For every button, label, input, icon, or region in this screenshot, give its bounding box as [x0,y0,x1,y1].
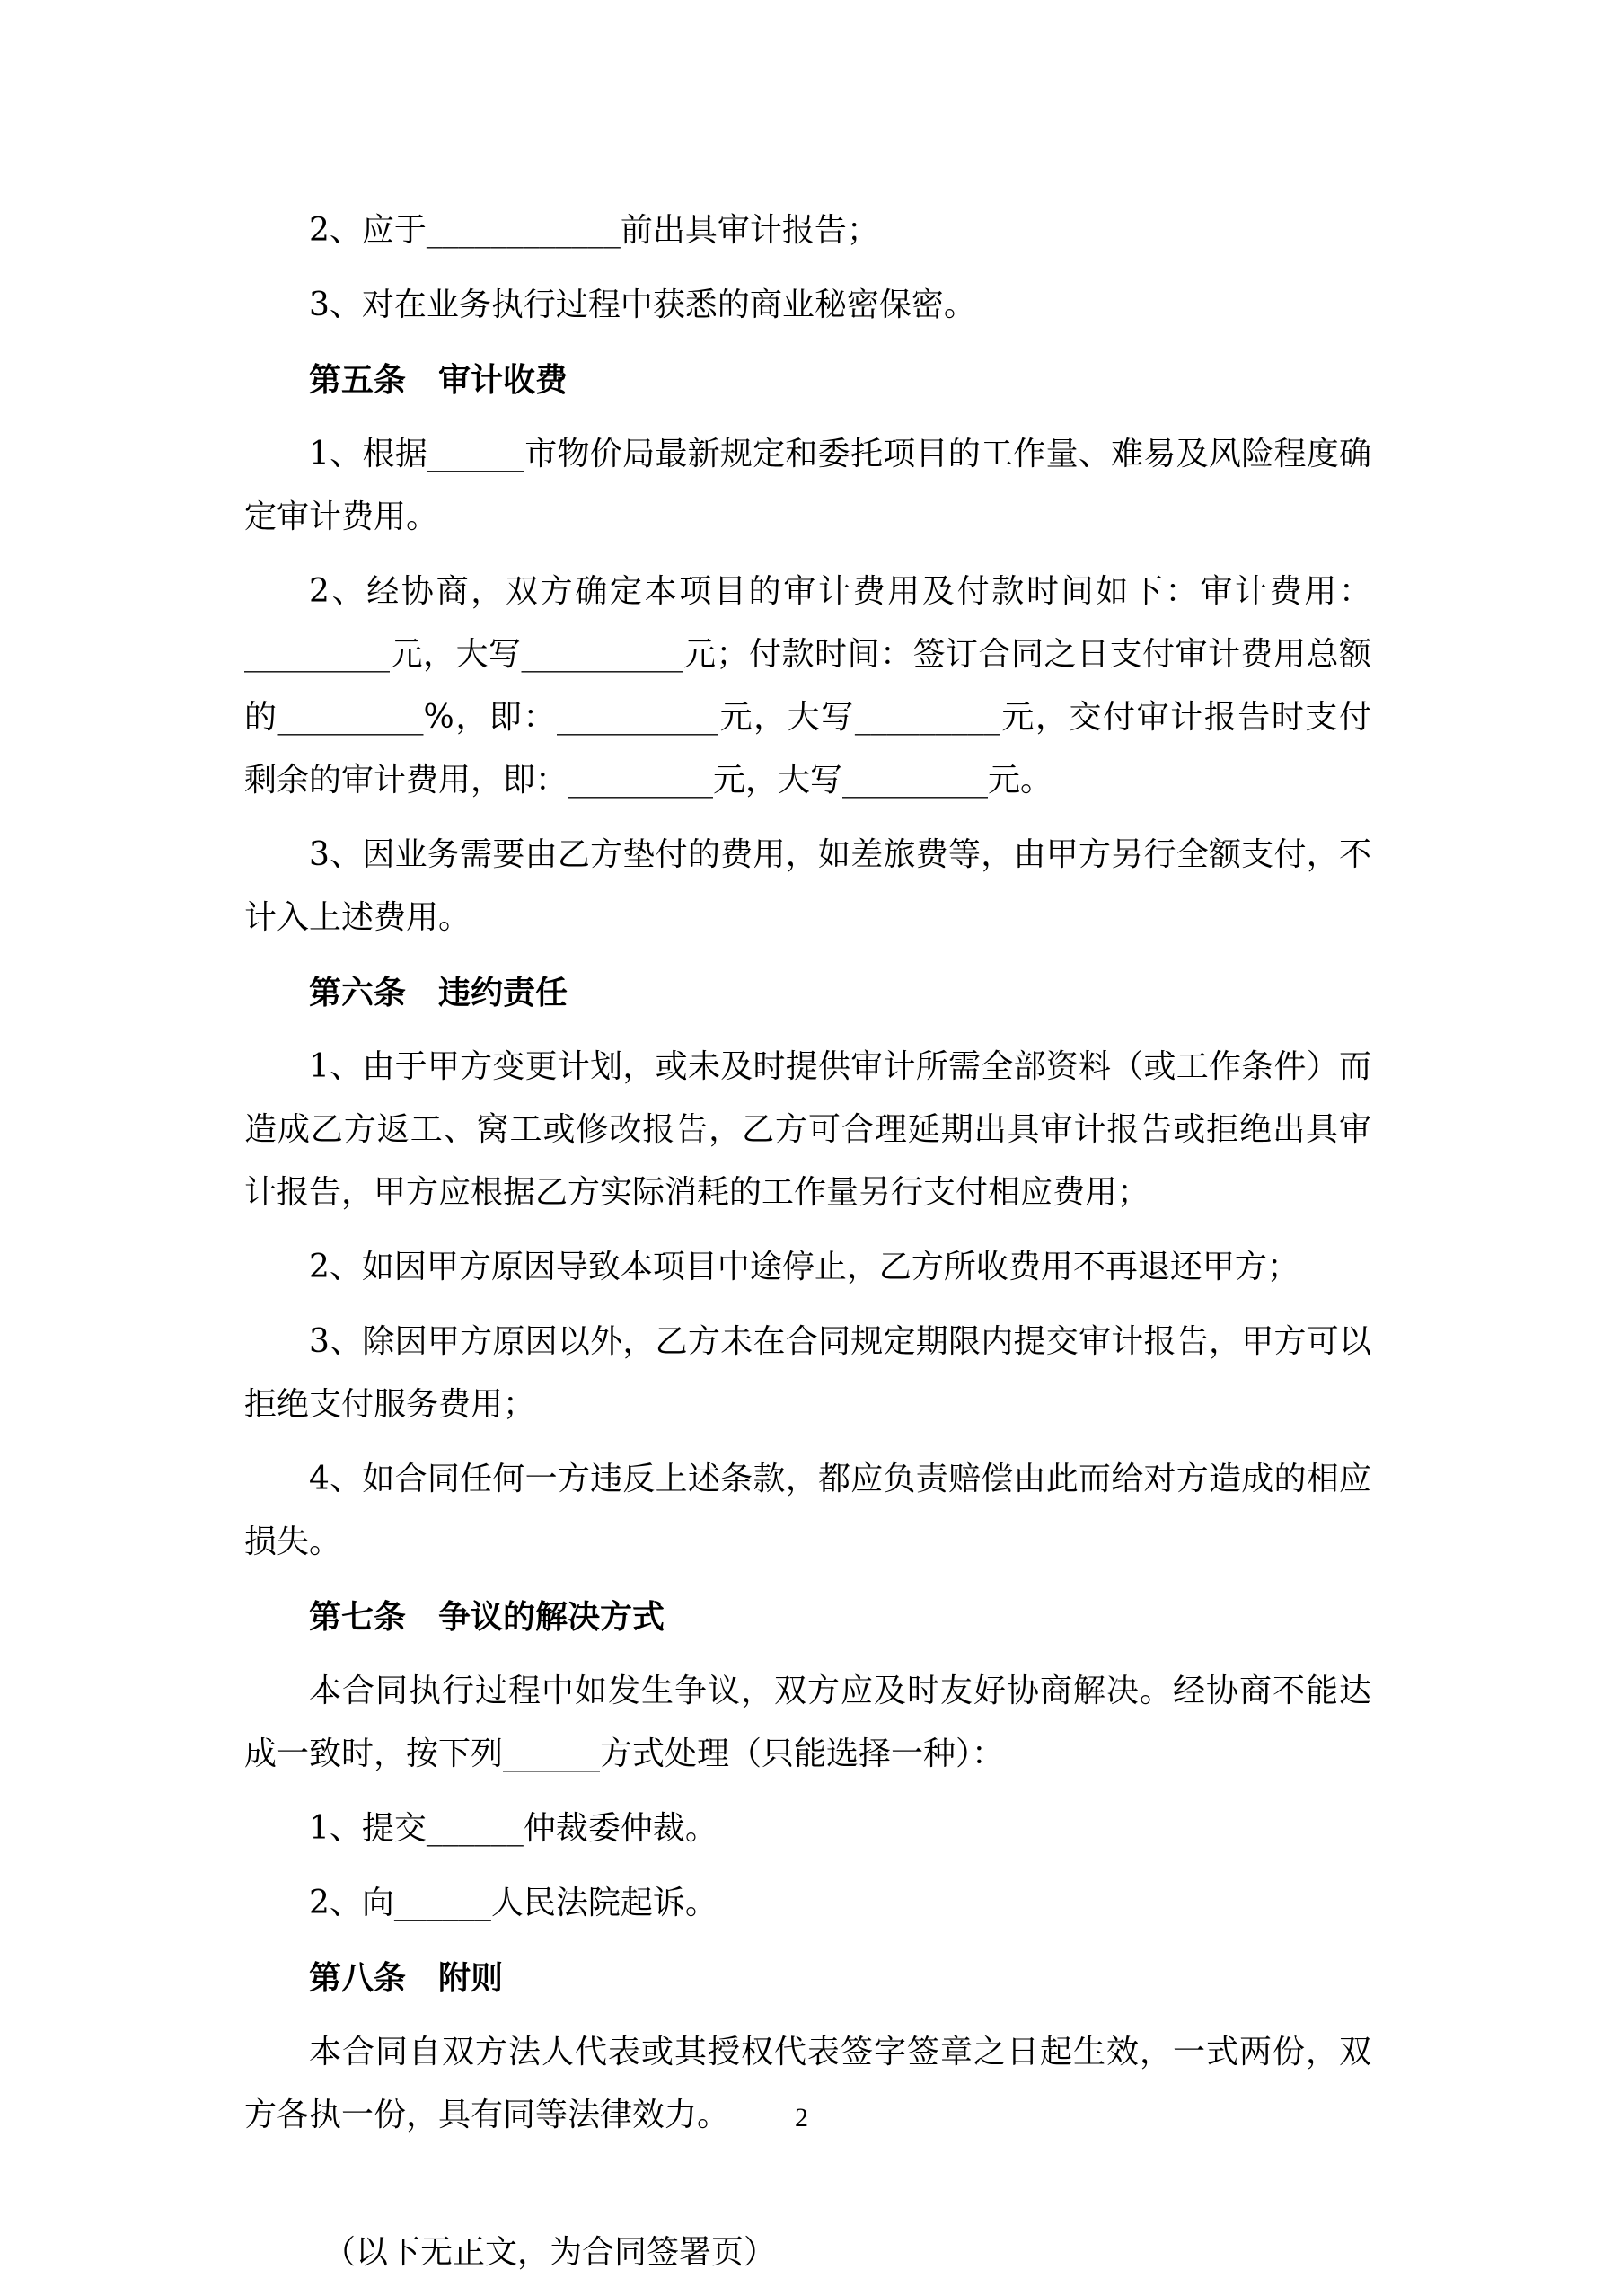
clause-5-item-3: 3、因业务需要由乙方垫付的费用，如差旅费等，由甲方另行全额支付，不计入上述费用。 [244,836,1371,936]
clause-7-intro: 本合同执行过程中如发生争议，双方应及时友好协商解决。经协商不能达成一致时，按下列______方式处理（只能选择一种）： [244,1673,1371,1772]
clause-6-item-3: 3、除因甲方原因以外，乙方未在合同规定期限内提交审计报告，甲方可以拒绝支付服务费用； [244,1323,1371,1423]
clause-6-item-4: 4、如合同任何一方违反上述条款，都应负责赔偿由此而给对方造成的相应损失。 [244,1461,1371,1560]
clause-7-item-2: 2、向______人民法院起诉。 [309,1885,718,1921]
clause-8-heading: 第八条 附则 [309,1959,504,1997]
clause-6-item-2: 2、如因甲方原因导致本项目中途停止，乙方所收费用不再退还甲方； [309,1249,1299,1285]
clause-4-item-2: 2、应于____________前出具审计报告； [309,212,879,249]
clause-7-item-1: 1、提交______仲裁委仲裁。 [309,1810,718,1847]
clause-6-item-1: 1、由于甲方变更计划，或未及时提供审计所需全部资料（或工作条件）而造成乙方返工、窝工或修改报告，乙方可合理延期出具审计报告或拒绝出具审计报告，甲方应根据乙方实际消耗的工作量另行支付相应费用； [244,1048,1371,1211]
clause-5-item-2: 2、经协商，双方确定本项目的审计费用及付款时间如下：审计费用：_________元，大写__________元；付款时间：签订合同之日支付审计费用总额的_________%，即：__________元，大写_________元，交付审计报告时支付剩余的审计费用，即：_________元，大写_________元。 [244,573,1371,799]
clause-6-heading: 第六条 违约责任 [309,974,568,1011]
clause-7-heading: 第七条 争议的解决方式 [309,1598,665,1636]
clause-4-item-3: 3、对在业务执行过程中获悉的商业秘密保密。 [309,287,976,323]
page-number: 2 [795,2103,808,2133]
clause-8-text: 本合同自双方法人代表或其授权代表签字签章之日起生效，一式两份，双方各执一份，具有同等法律效力。 [244,2034,1371,2133]
spacer [244,2159,1371,2221]
document-body [244,199,1371,2296]
clause-5-heading: 第五条 审计收费 [309,361,568,399]
clause-5-item-1: 1、根据______市物价局最新规定和委托项目的工作量、难易及风险程度确定审计费用。 [244,436,1371,535]
end-of-text-note: （以下无正文，为合同签署页） [323,2234,777,2271]
